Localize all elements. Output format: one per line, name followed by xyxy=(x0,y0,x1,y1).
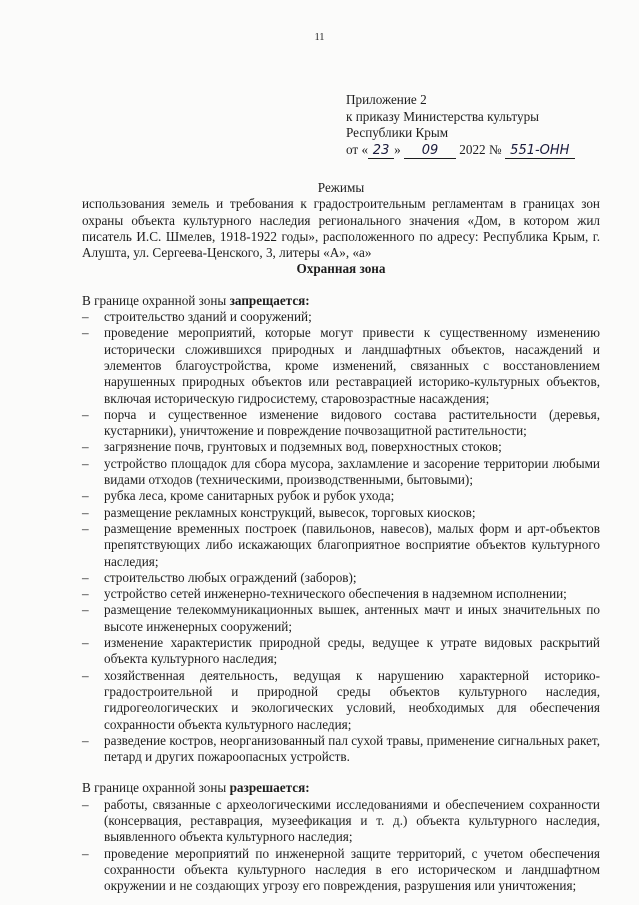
order-date-line xyxy=(346,142,575,159)
list-item xyxy=(82,668,600,733)
list-dash: – xyxy=(82,845,89,861)
list-item-text: разведение костров, неорганизованный пал сухой травы, применение сигнальных ракет, петард и других пожароопасных устройств. xyxy=(104,732,600,765)
list-dash: – xyxy=(82,406,89,422)
date-prefix: от « xyxy=(346,141,369,157)
appendix-header xyxy=(346,92,575,159)
list-item-text: загрязнение почв, грунтовых и подземных вод, поверхностных стоков; xyxy=(104,439,502,455)
list-dash: – xyxy=(82,732,89,748)
list-dash: – xyxy=(82,309,89,325)
list-item xyxy=(82,407,600,440)
prohibited-list xyxy=(82,309,600,765)
list-item-text: работы, связанные с археологическими исследованиями и обеспечением сохранности (консервация, реставрация, музеефикация и т. д.) объекта культурного наследия, выявленного объекта культурного наследия; xyxy=(104,796,600,845)
allowed-lead: В границе охранной зоны разрешается: xyxy=(82,780,310,796)
list-item xyxy=(82,505,600,521)
list-item-text: изменение характеристик природной среды, ведущее к утрате видовых раскрытий объекта культурного наследия; xyxy=(104,635,600,667)
appendix-line-3: Республики Крым xyxy=(346,125,449,140)
list-item xyxy=(82,846,600,895)
list-item-text: хозяйственная деятельность, ведущая к нарушению характерной историко-градостроительной и природной среды объектов культурного наследия, гидрогеологических и экологических условий, необходимых для обеспечения сохранности объекта культурного наследия; xyxy=(104,667,600,732)
list-dash: – xyxy=(82,325,89,341)
list-item-text: размещение временных построек (павильонов, навесов), малых форм и арт-объектов препятствующих либо искажающих благоприятное восприятие объектов культурного наследия; xyxy=(104,520,600,569)
list-item xyxy=(82,733,600,766)
list-item-text: порча и существенное изменение видового состава растительности (деревья, кустарники), уничтожение и повреждение почвозащитной растительности; xyxy=(104,406,600,439)
handwritten-order-number: 551-ОНН xyxy=(505,144,575,159)
allowed-lead-bold: разрешается: xyxy=(229,780,310,796)
list-item xyxy=(82,325,600,406)
list-dash: – xyxy=(82,635,89,651)
list-item xyxy=(82,439,600,455)
list-item xyxy=(82,456,600,489)
document-subtitle: использования земель и требования к градостроительным регламентам в границах зон охраны объекта культурного наследия регионального значения «Дом, в котором жил писатель И.С. Шмелев, 1918-1922 годы», расположенного по адресу: Республика Крым, г. Алушта, ул. Сергеева-Ценского, 3, литеры «А», «а» xyxy=(82,196,600,261)
section-title: Охранная зона xyxy=(296,261,386,277)
list-item-text: рубка леса, кроме санитарных рубок и рубок ухода; xyxy=(104,488,395,504)
list-item-text: проведение мероприятий, которые могут привести к существенному изменению исторически сложившихся природных и ландшафтных объектов, насаждений и элементов благоустройства, кроме изменений, связанных с восстановлением нарушенных природных объектов или реставрацией историко-культурных объектов, включая историческую гидросистему, старовозрастные насаждения; xyxy=(104,325,600,406)
list-dash: – xyxy=(82,602,89,618)
list-item xyxy=(82,521,600,570)
list-dash: – xyxy=(82,667,89,683)
page-number: 11 xyxy=(314,32,325,43)
list-item-text: проведение мероприятий по инженерной защите территорий, с учетом обеспечения сохранности объекта культурного наследия в его историческом и ландшафтном окружении и не создающих угрозу его повреждения, разрушения или уничтожения; xyxy=(104,845,600,894)
handwritten-month: 09 xyxy=(404,144,456,159)
list-item xyxy=(82,586,600,602)
list-dash: – xyxy=(82,586,89,602)
list-dash: – xyxy=(82,796,89,812)
list-item xyxy=(82,602,600,635)
list-item-text: размещение рекламных конструкций, вывесок, торговых киосков; xyxy=(104,504,476,520)
list-item-text: строительство любых ограждений (заборов); xyxy=(104,569,357,585)
list-item-text: устройство сетей инженерно-технического обеспечения в надземном исполнении; xyxy=(104,586,567,602)
document-body xyxy=(82,180,600,894)
appendix-line-1: Приложение 2 xyxy=(346,92,427,107)
list-dash: – xyxy=(82,520,89,536)
list-item xyxy=(82,309,600,325)
prohibited-lead: В границе охранной зоны запрещается: xyxy=(82,292,310,308)
list-item xyxy=(82,570,600,586)
list-dash: – xyxy=(82,439,89,455)
prohibited-lead-bold: запрещается: xyxy=(229,292,310,308)
list-dash: – xyxy=(82,455,89,471)
list-dash: – xyxy=(82,504,89,520)
list-item xyxy=(82,488,600,504)
date-mid: » xyxy=(394,141,404,157)
list-item xyxy=(82,635,600,668)
list-item xyxy=(82,797,600,846)
handwritten-day: 23 xyxy=(368,144,394,159)
document-title: Режимы xyxy=(317,180,365,195)
appendix-line-2: к приказу Министерства культуры xyxy=(346,108,540,124)
list-dash: – xyxy=(82,569,89,585)
list-dash: – xyxy=(82,488,89,504)
list-item-text: строительство зданий и сооружений; xyxy=(104,309,312,325)
date-year: 2022 № xyxy=(455,141,505,157)
list-item-text: устройство площадок для сбора мусора, захламление и засорение территории любыми видами отходов (техническими, производственными, бытовыми); xyxy=(104,455,600,488)
list-item-text: размещение телекоммуникационных вышек, антенных мачт и иных значительных по высоте инженерных сооружений; xyxy=(104,602,600,634)
allowed-list xyxy=(82,797,600,895)
